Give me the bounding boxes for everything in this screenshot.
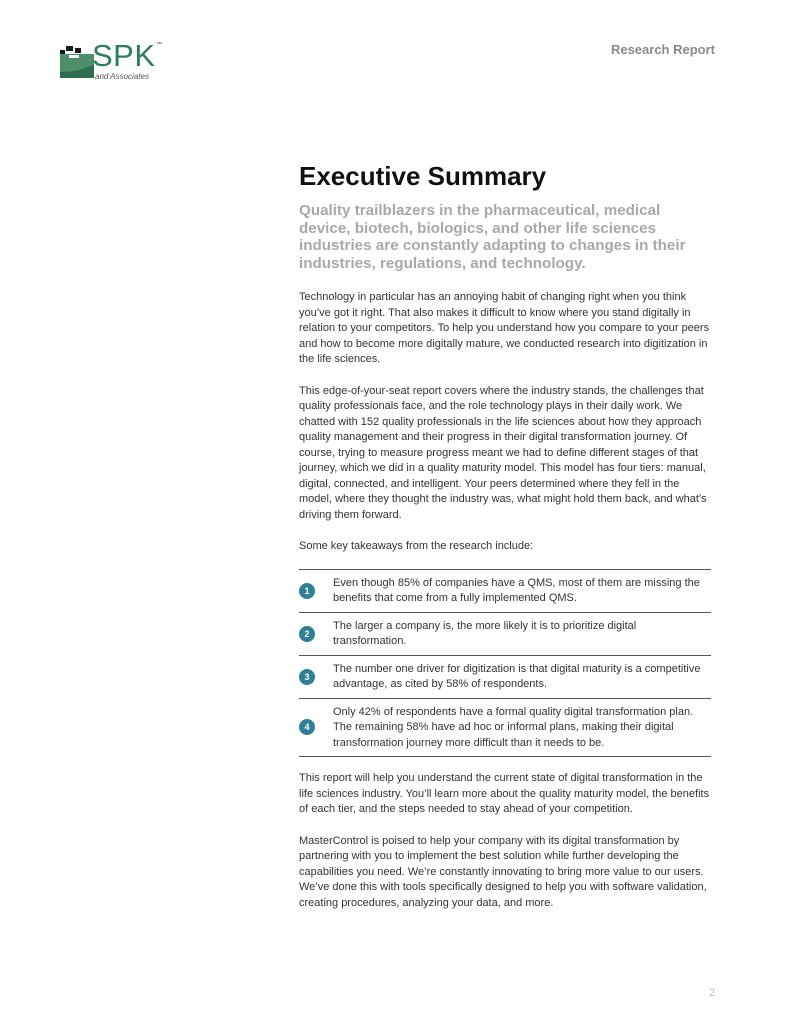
page-number: 2 <box>709 987 716 999</box>
takeaway-text: Even though 85% of companies have a QMS, most of them are missing the benefits that come from a fully implemented QMS. <box>333 576 700 604</box>
body-paragraph-3: This report will help you understand the current state of digital transformation in the life sciences industry. You’ll learn more about the quality maturity model, the benefits of each tier, and the steps needed to stay ahead of your competition. <box>299 772 710 815</box>
number-badge: 3 <box>299 669 315 685</box>
takeaway-text: The larger a company is, the more likely it is to prioritize digital transformation. <box>333 619 637 647</box>
takeaway-item <box>299 570 711 613</box>
takeaway-item <box>299 613 711 656</box>
body-paragraph-2: This edge-of-your-seat report covers where the industry stands, the challenges that quality professionals face, and the role technology plays in their daily work. We chatted with 152 quality professionals in the life sciences about how they approach quality management and their progress in their digital transformation journey. Of course, trying to measure progress meant we had to define different stages of that journey, which we did in a quality maturity model. This model has four tiers: manual, digital, connected, and intelligent. Your peers determined where they fell in the model, where they thought the industry was, what might hold them back, and what’s driving them forward. <box>299 384 707 521</box>
body-paragraph-1: Technology in particular has an annoying habit of changing right when you think you’ve got it right. That also makes it difficult to know where you stand digitally in relation to your competitors. To help you understand how you compare to your peers and how to become more digitally mature, we conducted research into digitization in the life sciences. <box>299 291 710 365</box>
lead-paragraph: Quality trailblazers in the pharmaceutical, medical device, biotech, biologics, and other life sciences industries are constantly adapting to changes in their industries, regulations, and technology. <box>299 202 686 272</box>
number-badge: 1 <box>299 583 315 599</box>
logo-wordmark: SPK <box>92 38 156 73</box>
body-paragraph-4: MasterControl is poised to help your company with its digital transformation by partnering with you to implement the best solution while further developing the capabilities you need. We’re constantly innovating to bring more value to our users. We’ve done this with tools specifically designed to help you with software validation, creating procedures, analyzing your data, and more. <box>299 834 707 909</box>
report-label: Research Report <box>610 42 715 57</box>
logo-trademark: ™ <box>156 42 162 48</box>
logo-subtitle: and Associates <box>95 72 149 81</box>
spk-logo <box>58 38 168 82</box>
takeaway-text: The number one driver for digitization is that digital maturity is a competitive advantage, as cited by 58% of respondents. <box>333 662 701 690</box>
number-badge: 2 <box>299 626 315 642</box>
takeaways-list <box>299 569 711 758</box>
takeaway-text: Only 42% of respondents have a formal quality digital transformation plan. The remaining 58% have ad hoc or informal plans, making their digital transformation journey more difficult than it needs to be. <box>333 705 694 749</box>
takeaway-item <box>299 656 711 699</box>
main-content <box>299 160 711 911</box>
takeaways-intro: Some key takeaways from the research include: <box>299 540 534 552</box>
number-badge: 4 <box>299 719 315 735</box>
takeaway-item <box>299 699 711 758</box>
page-title: Executive Summary <box>299 161 547 191</box>
